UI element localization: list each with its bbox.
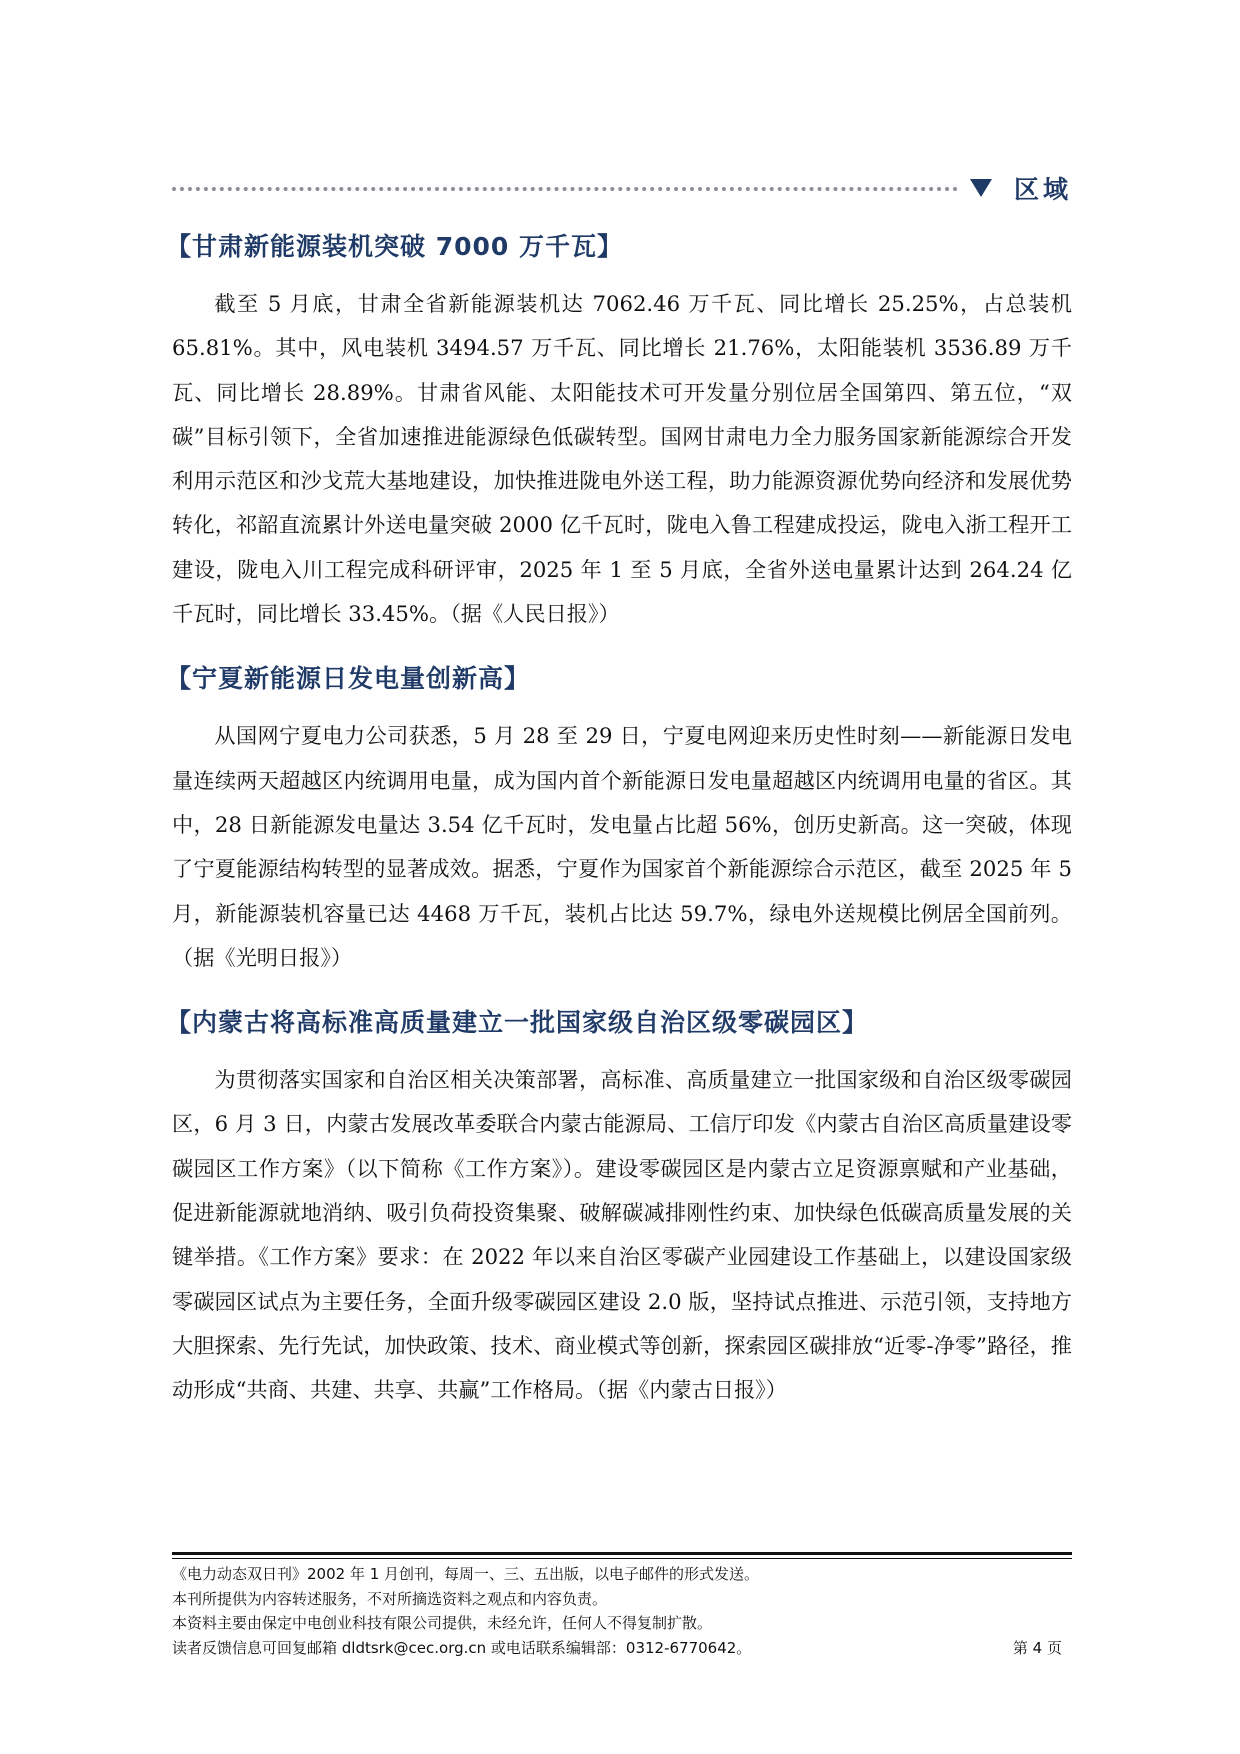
- footer-rule-thin: [172, 1558, 1072, 1559]
- article-title: 【宁夏新能源日发电量创新高】: [166, 664, 531, 694]
- triangle-down-icon: [970, 179, 992, 197]
- article-body: 从国网宁夏电力公司获悉，5 月 28 至 29 日，宁夏电网迎来历史性时刻——新能源日发电量连续两天超越区内统调用电量，成为国内首个新能源日发电量超越区内统调用电量的省区。其中，28 日新能源发电量达 3.54 亿千瓦时，发电量占比超 56%，创历史新高。这一突破，体现了宁夏能源结构转型的显著成效。据悉，宁夏作为国家首个新能源综合示范区，截至 2025 年 5 月，新能源装机容量已达 4468 万千瓦，装机占比达 59.7%，绿电外送规模比例居全国前列。（据《光明日报》）: [172, 723, 1072, 970]
- section-label: 区域: [1013, 175, 1072, 204]
- article-title: 【内蒙古将高标准高质量建立一批国家级自治区级零碳园区】: [166, 1008, 869, 1038]
- article-ningxia: [166, 658, 1072, 980]
- footer-line: 本刊所提供为内容转述服务，不对所摘选资料之观点和内容负责。: [172, 1589, 608, 1608]
- footer-rule-thick: [172, 1552, 1072, 1555]
- article-title: 【甘肃新能源装机突破 7000 万千瓦】: [166, 232, 623, 261]
- footer-line: 本资料主要由保定中电创业科技有限公司提供，未经允许，任何人不得复制扩散。: [172, 1614, 713, 1632]
- article-body: 截至 5 月底，甘肃全省新能源装机达 7062.46 万千瓦、同比增长 25.25%，占总装机 65.81%。其中，风电装机 3494.57 万千瓦、同比增长 21.76%，太阳能装机 3536.89 万千瓦、同比增长 28.89%。甘肃省风能、太阳能技术可开发量分别位居全国第四、第五位，“双碳”目标引领下，全省加速推进能源绿色低碳转型。国网甘肃电力全力服务国家新能源综合开发利用示范区和沙戈荒大基地建设，加快推进陇电外送工程，助力能源资源优势向经济和发展优势转化，祁韶直流累计外送电量突破 2000 亿千瓦时，陇电入鲁工程建成投运，陇电入浙工程开工建设，陇电入川工程完成科研评审，2025 年 1 至 5 月底，全省外送电量累计达到 264.24 亿千瓦时，同比增长 33.45%。（据《人民日报》）: [172, 291, 1072, 627]
- footer-contact: 读者反馈信息可回复邮箱 dldtsrk@cec.org.cn 或电话联系编辑部：0312-6770642。: [172, 1638, 752, 1657]
- page-number: 第 4 页: [1012, 1638, 1062, 1657]
- article-body: 为贯彻落实国家和自治区相关决策部署，高标准、高质量建立一批国家级和自治区级零碳园区，6 月 3 日，内蒙古发展改革委联合内蒙古能源局、工信厅印发《内蒙古自治区高质量建设零碳园区工作方案》（以下简称《工作方案》）。建设零碳园区是内蒙古立足资源禀赋和产业基础，促进新能源就地消纳、吸引负荷投资集聚、破解碳减排刚性约束、加快绿色低碳高质量发展的关键举措。《工作方案》要求：在 2022 年以来自治区零碳产业园建设工作基础上，以建设国家级零碳园区试点为主要任务，全面升级零碳园区建设 2.0 版，坚持试点推进、示范引领，支持地方大胆探索、先行先试，加快政策、技术、商业模式等创新，探索园区碳排放“近零-净零”路径，推动形成“共商、共建、共享、共赢”工作格局。（据《内蒙古日报》）: [172, 1067, 1072, 1403]
- dotted-rule: [172, 187, 958, 191]
- article-neimenggu: [166, 1002, 1072, 1412]
- article-list: [166, 226, 1072, 1413]
- footer-line: 《电力动态双日刊》2002 年 1 月创刊，每周一、三、五出版，以电子邮件的形式发送。: [172, 1565, 760, 1583]
- page-footer: [172, 1562, 1072, 1660]
- page-header: [172, 168, 1072, 208]
- article-gansu: [166, 226, 1072, 636]
- footer-contact-row: [172, 1636, 1072, 1661]
